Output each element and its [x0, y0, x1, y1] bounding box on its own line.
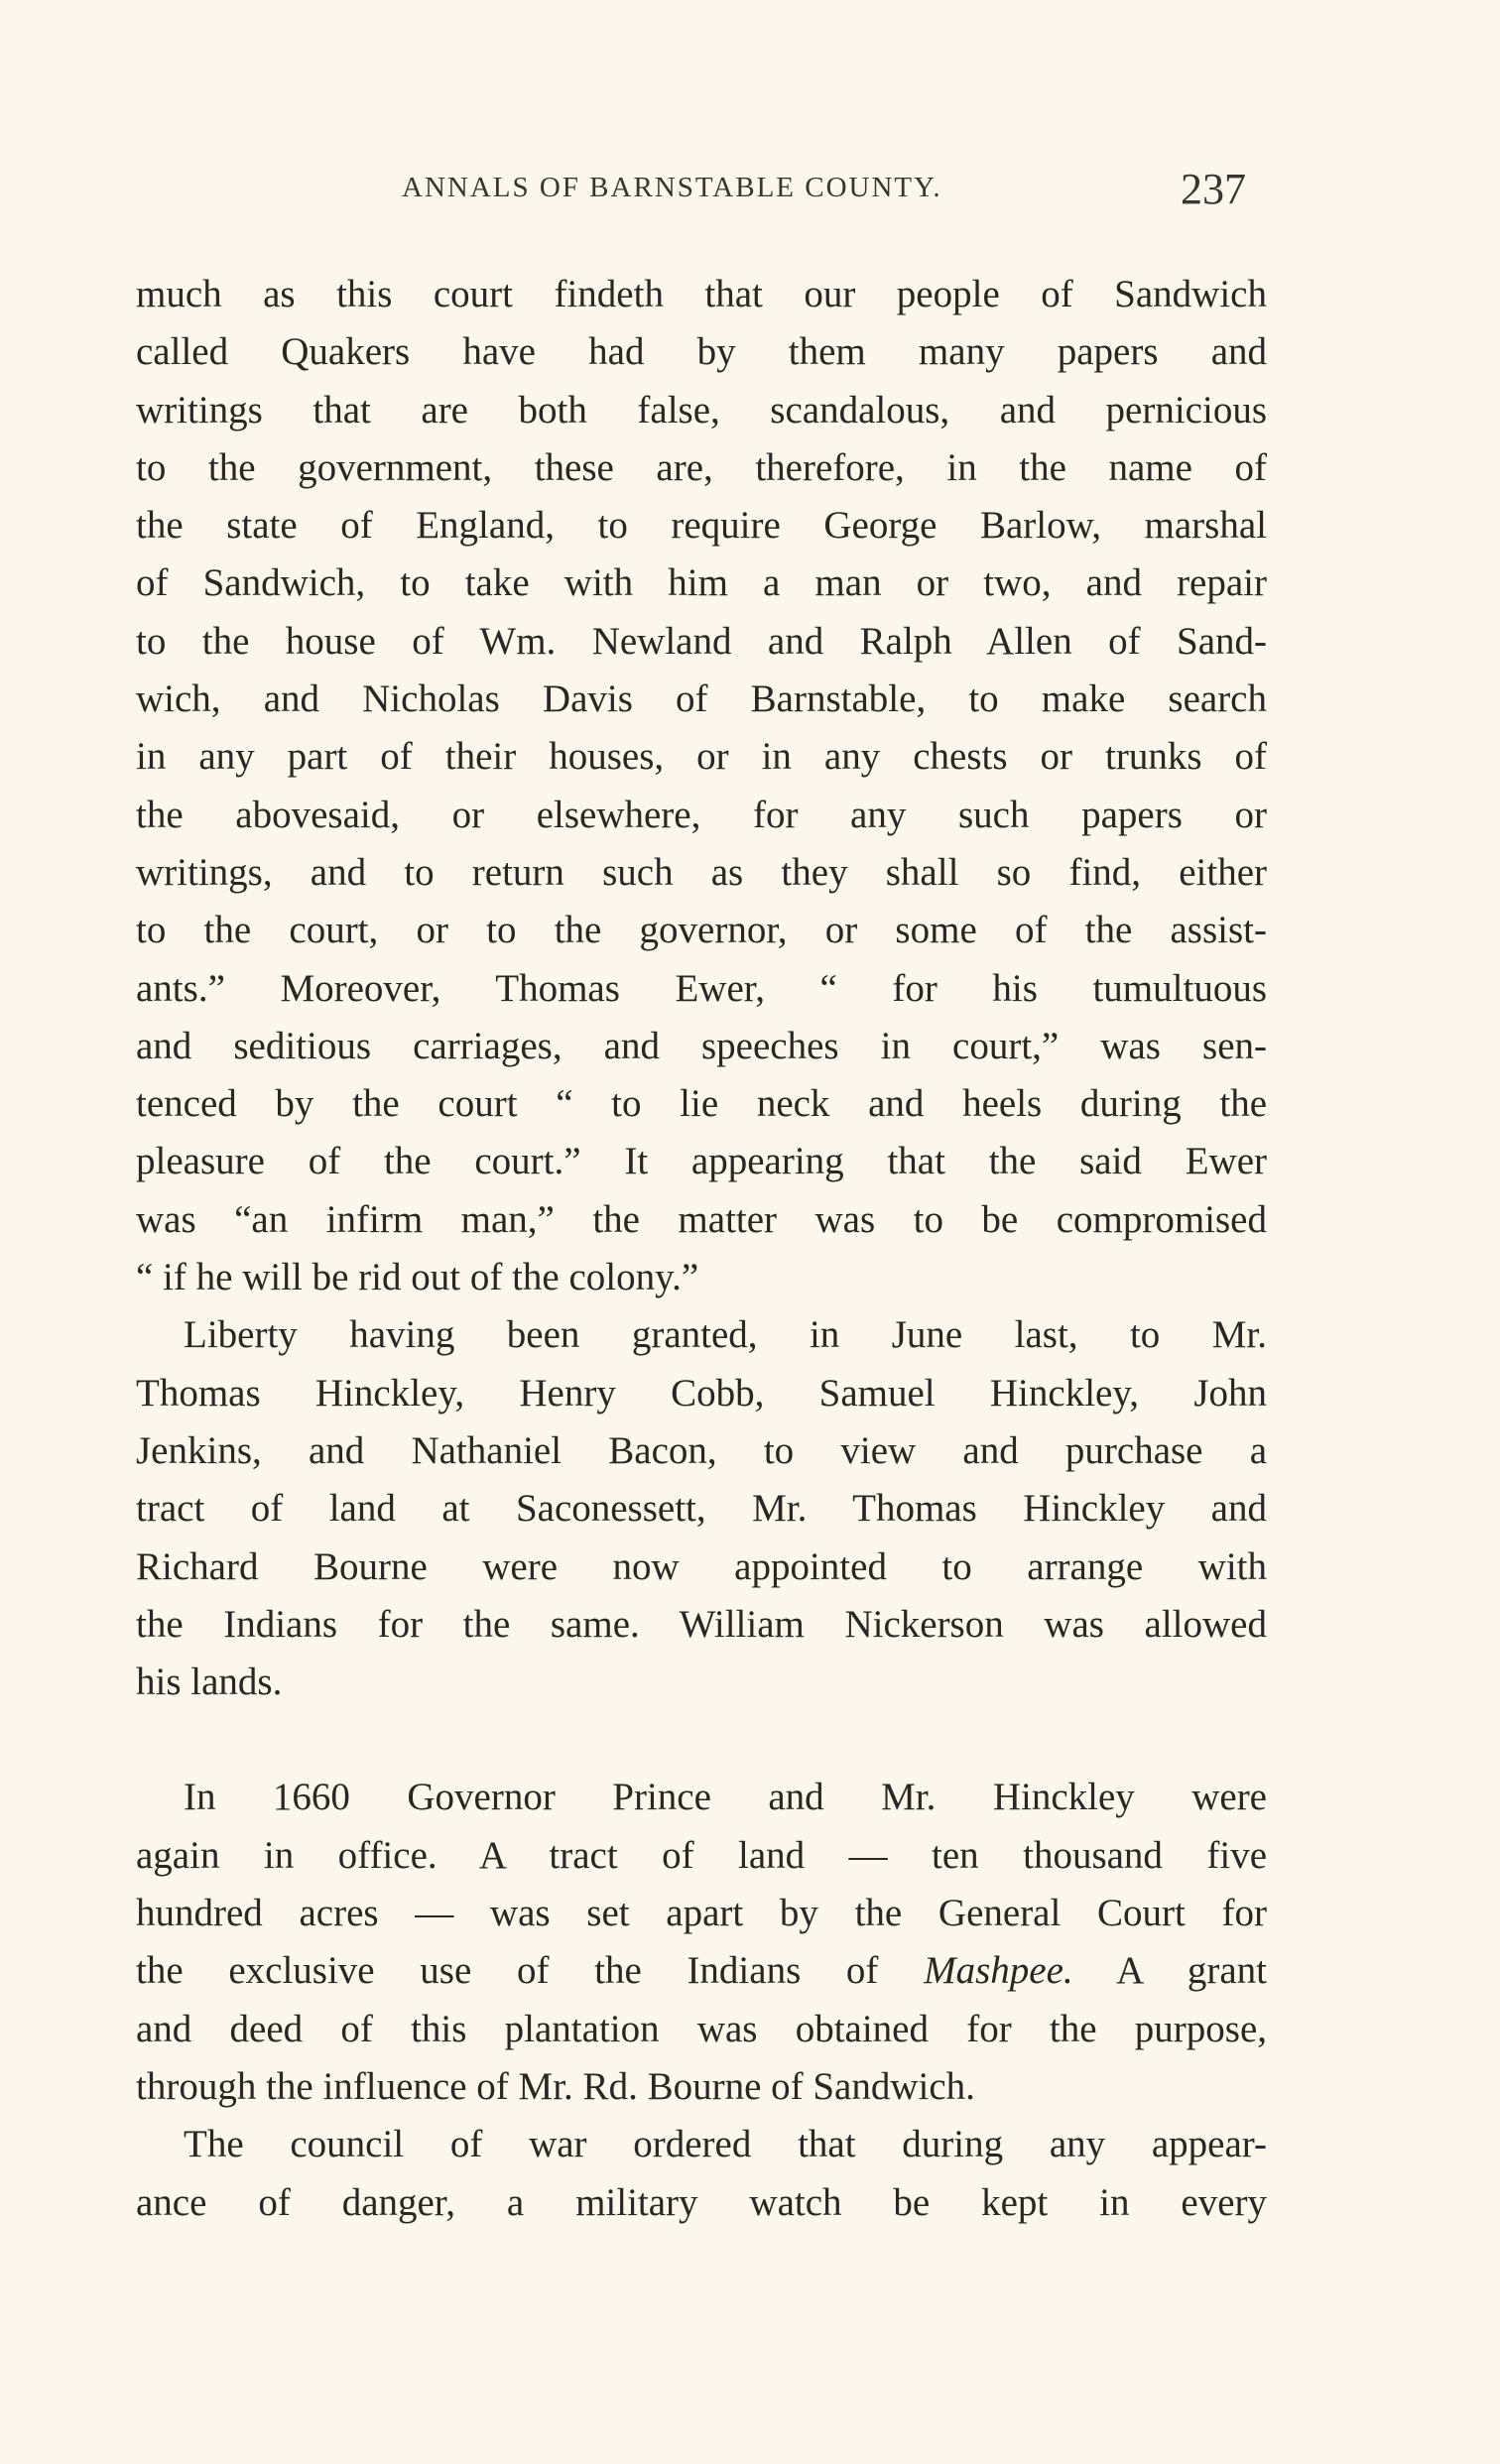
text-line: Jenkins, and Nathaniel Bacon, to view and purchase a [136, 1428, 1267, 1472]
text-line: to the court, or to the governor, or some of the assist- [136, 909, 1267, 952]
text-line-mixed [136, 1942, 1267, 2000]
text-line: hundred acres — was set apart by the General Court for [136, 1892, 1267, 1935]
text-line: the abovesaid, or elsewhere, for any such papers or [136, 793, 1267, 836]
text-line: called Quakers have had by them many papers and [136, 330, 1267, 374]
paragraph [136, 2116, 1267, 2232]
page-number: 237 [1181, 165, 1246, 213]
text-line: and deed of this plantation was obtained for the purpose, [136, 2007, 1267, 2050]
text-line: the state of England, to require George Barlow, marshal [136, 504, 1267, 548]
text-line: writings that are both false, scandalous, and pernicious [136, 388, 1267, 431]
text-line: to the house of Wm. Newland and Ralph Allen of Sand- [136, 619, 1267, 663]
text-line: to the government, these are, therefore, in the name of [136, 445, 1267, 489]
text-line: again in office. A tract of land — ten thousand five [136, 1833, 1267, 1877]
text-line: In 1660 Governor Prince and Mr. Hinckley were [184, 1776, 1267, 1819]
text-line: “ if he will be rid out of the colony.” [136, 1256, 699, 1299]
text-line: of Sandwich, to take with him a man or two, and repair [136, 561, 1267, 605]
paragraph [136, 266, 1267, 1306]
text-line: writings, and to return such as they shall so find, either [136, 850, 1267, 894]
section-gap [136, 1711, 1267, 1769]
text-line: was “an infirm man,” the matter was to be compromised [136, 1197, 1267, 1241]
text-line: Richard Bourne were now appointed to arrange with [136, 1544, 1267, 1588]
running-title: ANNALS OF BARNSTABLE COUNTY. [402, 172, 942, 203]
text-line: through the influence of Mr. Rd. Bourne of Sandwich. [136, 2064, 975, 2108]
text-line: tract of land at Saconessett, Mr. Thomas Hinckley and [136, 1487, 1267, 1531]
place-name-italic: Mashpee. [924, 1949, 1073, 1993]
paragraph [136, 1306, 1267, 1711]
text-line: ance of danger, a military watch be kept in every [136, 2180, 1267, 2224]
text-line: in any part of their houses, or in any chests or trunks of [136, 735, 1267, 779]
running-head [0, 164, 1500, 213]
text-line: much as this court findeth that our people of Sandwich [136, 273, 1267, 315]
text-line: wich, and Nicholas Davis of Barnstable, to make search [136, 678, 1267, 721]
text-line: Thomas Hinckley, Henry Cobb, Samuel Hinckley, John [136, 1371, 1267, 1415]
text-line: his lands. [136, 1661, 283, 1704]
text-line: Liberty having been granted, in June last, to Mr. [184, 1313, 1267, 1357]
text-line: the Indians for the same. William Nickerson was allowed [136, 1602, 1267, 1646]
text-line: ants.” Moreover, Thomas Ewer, “ for his tumultuous [136, 966, 1267, 1010]
text-segment: the exclusive use of the Indians of [136, 1949, 925, 1993]
text-line: and seditious carriages, and speeches in court,” was sen- [136, 1024, 1267, 1067]
text-line: pleasure of the court.” It appearing that the said Ewer [136, 1140, 1267, 1183]
text-segment: A grant [1072, 1949, 1267, 1993]
paragraph [136, 1769, 1267, 2116]
text-line: The council of war ordered that during any appear- [184, 2123, 1267, 2166]
text-line: tenced by the court “ to lie neck and heels during the [136, 1082, 1267, 1126]
body-text [136, 266, 1267, 2232]
